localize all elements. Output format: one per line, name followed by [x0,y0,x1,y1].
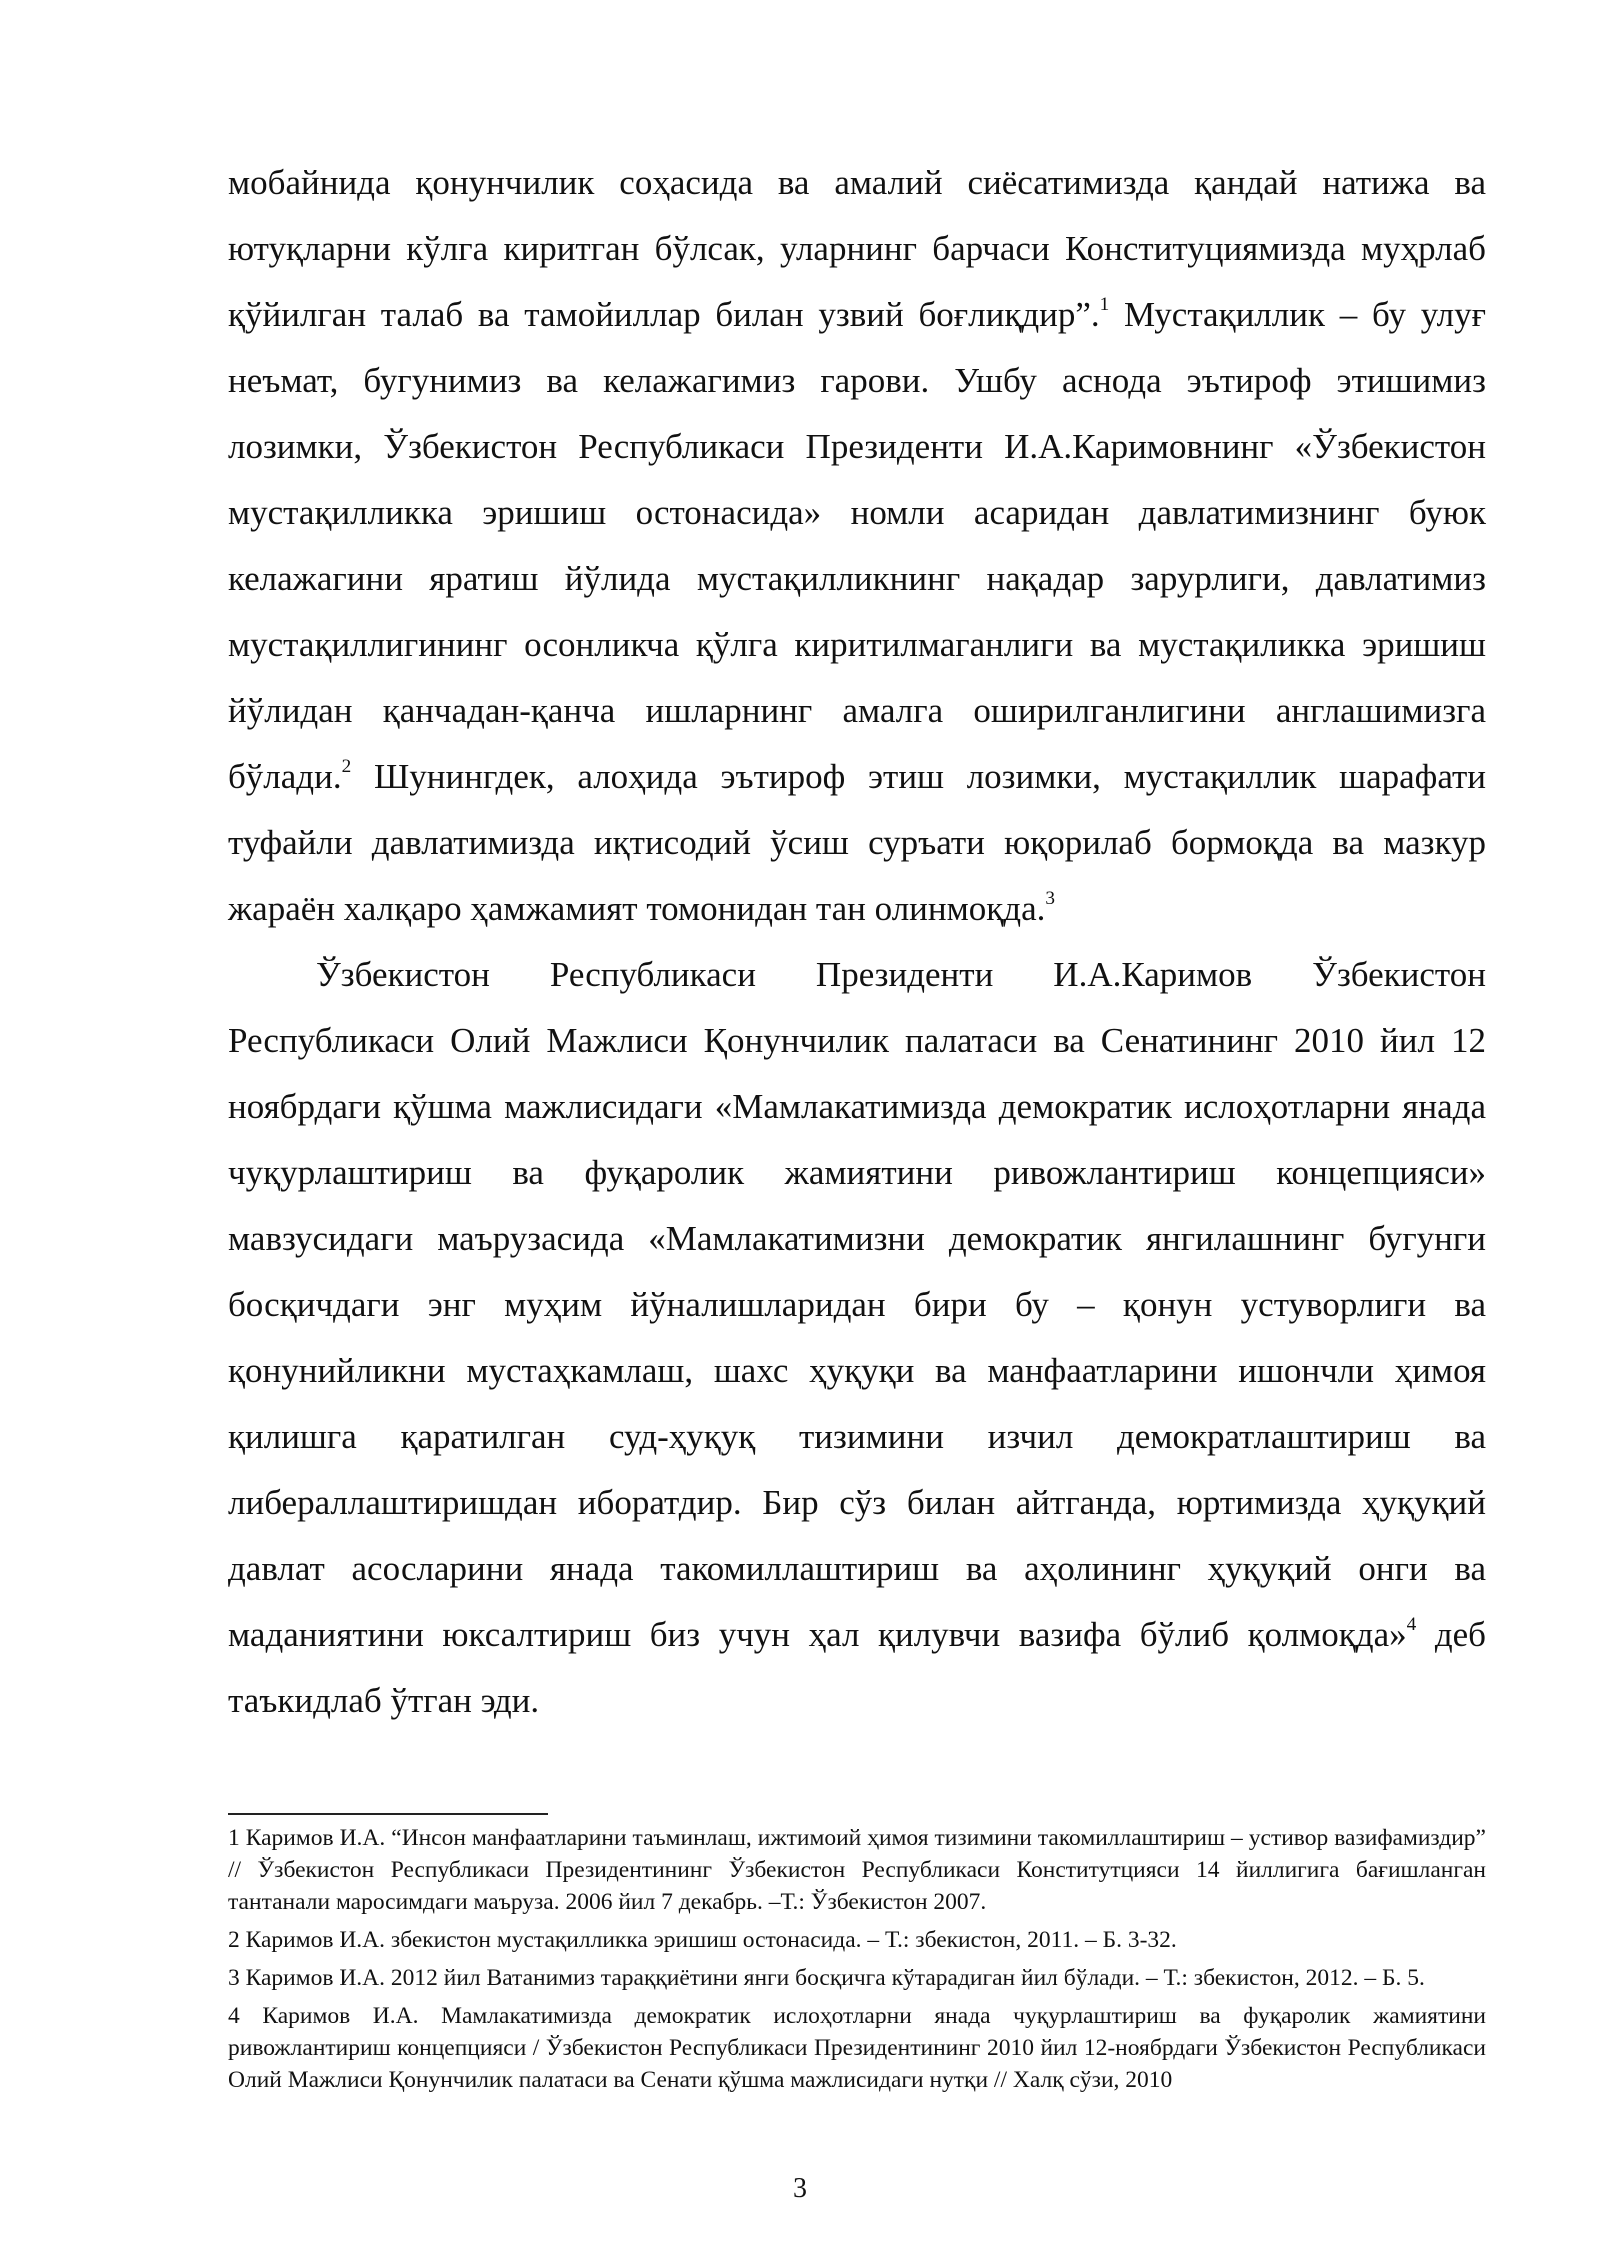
paragraph-2-text-2: деб таъкидлаб ўтган эди. [228,1615,1486,1720]
footnote-ref-4[interactable]: 4 [1406,1614,1417,1636]
footnote-2: 2 Каримов И.А. збекистон мустақилликка эришиш остонасида. – Т.: збекистон, 2011. – Б. 3-32. [228,1927,1177,1953]
page-number: 3 [793,2173,807,2204]
footnote-ref-1[interactable]: 1 [1099,294,1110,316]
paragraph-1-text-2: Мустақиллик – бу улуғ неъмат, бугунимиз ва келажагимиз гарови. Ушбу аснода эътироф этишимиз лозимки, Ўзбекистон Республикаси Президенти И.А.Каримовнинг «Ўзбекистон мустақилликка эришиш остонасида» номли асаридан давлатимизнинг буюк келажагини яратиш йўлида мустақилликнинг нақадар зарурлиги, давлатимиз мустақиллигининг осонликча қўлга киритилмаганлиги ва мустақиликка эришиш йўлидан қанчадан-қанча ишларнинг амалга оширилганлигини англашимизга бўлади. [228,295,1487,796]
footnote-3: 3 Каримов И.А. 2012 йил Ватанимиз тараққиётини янги босқичга кўтарадиган йил бўлади. – Т.: збекистон, 2012. – Б. 5. [228,1965,1425,1991]
paragraph-1-text-1: мобайнида қонунчилик соҳасида ва амалий сиёсатимизда қандай натижа ва ютуқларни кўлга киритган бўлсак, уларнинг барчаси Конституциямизда муҳрлаб қўйилган талаб ва тамойиллар билан узвий боғлиқдир”. [228,163,1486,334]
footnote-1: 1 Каримов И.А. “Инсон манфаатларини таъминлаш, ижтимоий ҳимоя тизимини такомиллаштириш – устивор вазифамиздир” // Ўзбекистон Республикаси Президентининг Ўзбекистон Республикаси Конститутцияси 14 йиллигига бағишланган тантанали маросимдаги маъруза. 2006 йил 7 декабрь. –Т.: Ўзбекистон 2007. [228,1825,1486,1915]
footnote-separator [228,1813,548,1815]
paragraph-2-text-1: Ўзбекистон Республикаси Президенти И.А.Каримов Ўзбекистон Республикаси Олий Мажлиси Қонунчилик палатаси ва Сенатининг 2010 йил 12 ноябрдаги қўшма мажлисидаги «Мамлакатимизда демократик ислоҳотларни янада чуқурлаштириш ва фуқаролик жамиятини ривожлантириш концепцияси» мавзусидаги маърузасида «Мамлакатимизни демократик янгилашнинг бугунги босқичдаги энг муҳим йўналишларидан бири бу – қонун устуворлиги ва қонунийликни мустаҳкамлаш, шахс ҳуқуқи ва манфаатларини ишончли ҳимоя қилишга қаратилган суд-ҳуқуқ тизимини изчил демократлаштириш ва либераллаштиришдан иборатдир. Бир сўз билан айтганда, юртимизда ҳуқуқий давлат асосларини янада такомиллаштириш ва аҳолининг ҳуқуқий онги ва маданиятини юксалтириш биз учун ҳал қилувчи вазифа бўлиб қолмоқда» [228,955,1486,1654]
body-paragraph-1 [228,150,1486,942]
footnote-ref-2[interactable]: 2 [341,756,352,778]
body-text [228,150,1486,1734]
footnotes [228,1822,1486,2102]
footnote-ref-3[interactable]: 3 [1045,888,1055,910]
body-paragraph-2 [228,942,1486,1734]
paragraph-1-text-3: Шунингдек, алоҳида эътироф этиш лозимки, мустақиллик шарафати туфайли давлатимизда иқтисодий ўсиш суръати юқорилаб бормоқда ва мазкур жараён халқаро ҳамжамият томонидан тан олинмоқда. [228,757,1486,928]
footnote-4: 4 Каримов И.А. Мамлакатимизда демократик ислоҳотларни янада чуқурлаштириш ва фуқаролик жамиятини ривожлантириш концепцияси / Ўзбекистон Республикаси Президентининг 2010 йил 12-ноябрдаги Ўзбекистон Республикаси Олий Мажлиси Қонунчилик палатаси ва Сенати қўшма мажлисидаги нутқи // Халқ сўзи, 2010 [228,2003,1486,2093]
